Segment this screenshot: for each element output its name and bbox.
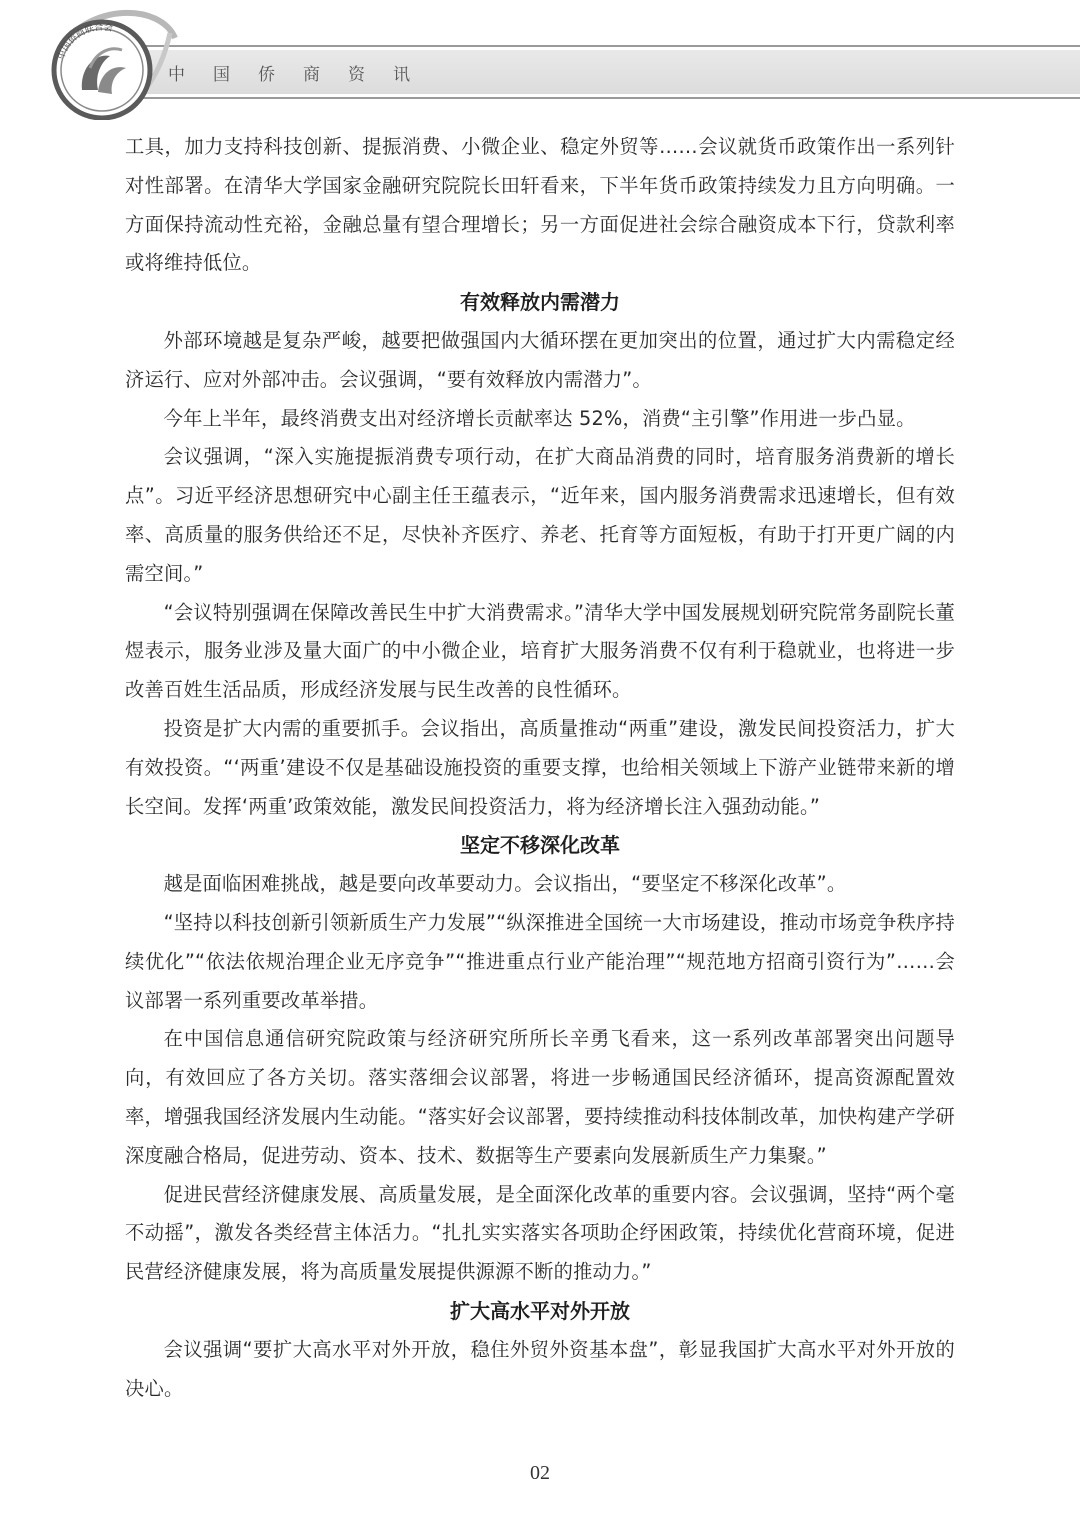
- paragraph: 会议强调“要扩大高水平对外开放，稳住外贸外资基本盘”，彰显我国扩大高水平对外开放的决心。: [125, 1337, 955, 1400]
- paragraph: 今年上半年，最终消费支出对经济增长贡献率达 52%，消费“主引擎”作用进一步凸显。: [163, 406, 916, 430]
- section-heading: 有效释放内需潜力: [460, 290, 620, 315]
- logo-text: 中国侨商联合会: [56, 22, 114, 62]
- header-divider-bottom: [140, 97, 1080, 99]
- section-heading: 坚定不移深化改革: [460, 833, 620, 858]
- article-body: [125, 128, 955, 1408]
- paragraph: 会议强调，“深入实施提振消费专项行动，在扩大商品消费的同时，培育服务消费新的增长点”。习近平经济思想研究中心副主任王蕴表示，“近年来，国内服务消费需求迅速增长，但有效率、高质量的服务供给还不足，尽快补齐医疗、养老、托育等方面短板，有助于打开更广阔的内需空间。”: [125, 445, 955, 585]
- paragraph: “会议特别强调在保障改善民生中扩大消费需求。”清华大学中国发展规划研究院常务副院长董煜表示，服务业涉及量大面广的中小微企业，培育扩大服务消费不仅有利于稳就业，也将进一步改善百姓生活品质，形成经济发展与民生改善的良性循环。: [125, 600, 955, 702]
- paragraph: 投资是扩大内需的重要抓手。会议指出，高质量推动“两重”建设，激发民间投资活力，扩大有效投资。“‘两重’建设不仅是基础设施投资的重要支撑，也给相关领域上下游产业链带来新的增长空间。发挥‘两重’政策效能，激发民间投资活力，将为经济增长注入强劲动能。”: [125, 716, 955, 818]
- paragraph: 工具，加力支持科技创新、提振消费、小微企业、稳定外贸等……会议就货币政策作出一系列针对性部署。在清华大学国家金融研究院院长田轩看来，下半年货币政策持续发力且方向明确。一方面保持流动性充裕，金融总量有望合理增长；另一方面促进社会综合融资成本下行，贷款利率或将维持低位。: [125, 135, 955, 275]
- header-divider-top: [140, 45, 1080, 47]
- section-heading: 扩大高水平对外开放: [450, 1298, 630, 1323]
- association-logo: [40, 8, 180, 120]
- publication-title: 中国侨商资讯: [168, 65, 438, 85]
- paragraph: 外部环境越是复杂严峻，越要把做强国内大循环摆在更加突出的位置，通过扩大内需稳定经济运行、应对外部冲击。会议强调，“要有效释放内需潜力”。: [125, 328, 955, 391]
- paragraph: 越是面临困难挑战，越是要向改革要动力。会议指出，“要坚定不移深化改革”。: [163, 872, 847, 896]
- paragraph: 在中国信息通信研究院政策与经济研究所所长辛勇飞看来，这一系列改革部署突出问题导向，有效回应了各方关切。落实落细会议部署，将进一步畅通国民经济循环，提高资源配置效率，增强我国经济发展内生动能。“落实好会议部署，要持续推动科技体制改革，加快构建产学研深度融合格局，促进劳动、资本、技术、数据等生产要素向发展新质生产力集聚。”: [125, 1027, 955, 1167]
- paragraph: “坚持以科技创新引领新质生产力发展”“纵深推进全国统一大市场建设，推动市场竞争秩序持续优化”“依法依规治理企业无序竞争”“推进重点行业产能治理”“规范地方招商引资行为”……会议部署一系列重要改革举措。: [125, 910, 955, 1012]
- paragraph: 促进民营经济健康发展、高质量发展，是全面深化改革的重要内容。会议强调，坚持“两个毫不动摇”，激发各类经营主体活力。“扎扎实实落实各项助企纾困政策，持续优化营商环境，促进民营经济健康发展，将为高质量发展提供源源不断的推动力。”: [125, 1182, 955, 1284]
- page-number: 02: [530, 1462, 550, 1484]
